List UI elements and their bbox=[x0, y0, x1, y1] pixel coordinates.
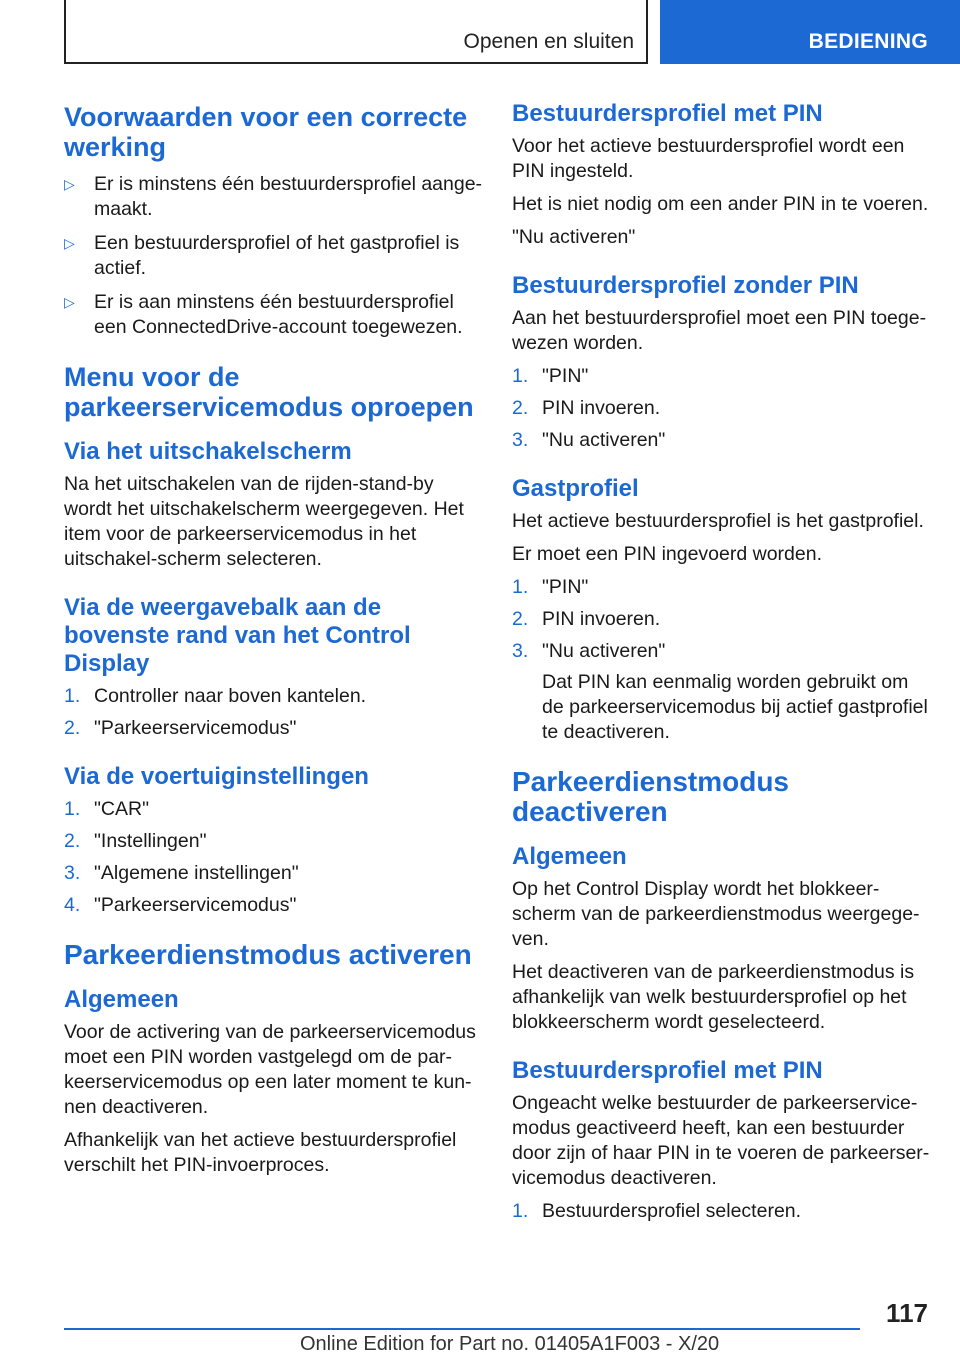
list-item: 2. PIN invoeren. bbox=[512, 397, 661, 419]
chapter-title: Openen en sluiten bbox=[463, 30, 634, 53]
list-item: ▷ Er is aan minstens één bestuurdersprofiel een ConnectedDrive-account toegewezen. bbox=[64, 291, 463, 338]
steps-deactivate-with-pin bbox=[512, 1199, 932, 1224]
step-note: Dat PIN kan eenmalig worden gebruikt om de parkeerservicemodus bij actief gastprofiel te deactiveren. bbox=[542, 671, 928, 743]
list-item: 3. "Nu activeren" bbox=[512, 429, 666, 451]
paragraph: Op het Control Display wordt het blokkeer‐scherm van de parkeerdienstmodus weergege‐ven. bbox=[512, 878, 920, 950]
list-item: 3. "Algemene instellingen" bbox=[64, 862, 299, 884]
paragraph: Het deactiveren van de parkeerdienstmodus is afhankelijk van welk bestuurdersprofiel op het blokkeerscherm wordt geselecteerd. bbox=[512, 961, 915, 1033]
heading-profile-with-pin: Bestuurdersprofiel met PIN bbox=[512, 100, 823, 127]
heading-general: Algemeen bbox=[64, 986, 179, 1013]
list-item: 1. "PIN" bbox=[512, 365, 589, 387]
heading-guest-profile: Gastprofiel bbox=[512, 475, 639, 502]
footer-divider bbox=[64, 1328, 860, 1330]
paragraph: Aan het bestuurdersprofiel moet een PIN toege‐wezen worden. bbox=[512, 307, 927, 354]
section-label: BEDIENING bbox=[808, 30, 928, 53]
list-item: 1. "PIN" bbox=[512, 576, 589, 598]
page-number: 117 bbox=[886, 1298, 928, 1328]
list-item: 3. "Nu activeren" Dat PIN kan eenmalig worden gebruikt om de parkeerservicemodus bij actief gastprofiel te deactiveren. bbox=[512, 639, 932, 745]
heading-profile-without-pin: Bestuurdersprofiel zonder PIN bbox=[512, 272, 859, 299]
paragraph: Na het uitschakelen van de rijden-stand-by wordt het uitschakelscherm weergegeven. Het item voor de parkeerservicemodus in het uitschakel‐scherm selecteren. bbox=[64, 473, 464, 570]
steps-display-bar bbox=[64, 684, 484, 741]
heading-activate: Parkeerdienstmodus activeren bbox=[64, 939, 472, 970]
heading-open-menu: Menu voor de parkeerservicemodus oproepen bbox=[64, 362, 474, 422]
paragraph: Voor het actieve bestuurdersprofiel wordt een PIN ingesteld. bbox=[512, 135, 905, 182]
section-header bbox=[660, 0, 960, 64]
list-item: 1. "CAR" bbox=[64, 798, 150, 820]
paragraph: Het is niet nodig om een ander PIN in te voeren. bbox=[512, 193, 929, 215]
heading-via-vehicle-settings: Via de voertuiginstellingen bbox=[64, 763, 369, 790]
list-item: 2. "Parkeerservicemodus" bbox=[64, 717, 297, 739]
heading-prerequisites: Voorwaarden voor een correcte werking bbox=[64, 102, 468, 162]
chapter-header bbox=[64, 0, 648, 64]
triangle-bullet-icon: ▷ bbox=[64, 176, 75, 192]
right-column bbox=[512, 100, 932, 1231]
steps-guest-profile bbox=[512, 575, 932, 745]
prerequisites-list bbox=[64, 172, 484, 340]
steps-vehicle-settings bbox=[64, 797, 484, 918]
triangle-bullet-icon: ▷ bbox=[64, 294, 75, 310]
list-item: 2. PIN invoeren. bbox=[512, 608, 661, 630]
heading-via-shutdown-screen: Via het uitschakelscherm bbox=[64, 438, 352, 465]
steps-without-pin bbox=[512, 364, 932, 453]
list-item: 1. Controller naar boven kantelen. bbox=[64, 685, 367, 707]
list-item: 4. "Parkeerservicemodus" bbox=[64, 894, 297, 916]
heading-profile-with-pin-deactivate: Bestuurdersprofiel met PIN bbox=[512, 1057, 823, 1084]
left-column bbox=[64, 100, 484, 1178]
paragraph: Het actieve bestuurdersprofiel is het gastprofiel. bbox=[512, 510, 924, 532]
paragraph: Er moet een PIN ingevoerd worden. bbox=[512, 543, 823, 565]
paragraph: Ongeacht welke bestuurder de parkeerservice‐modus geactiveerd heeft, kan een bestuurder door zijn of haar PIN in te voeren de parkeerser‐vicemodus deactiveren. bbox=[512, 1092, 930, 1189]
list-item: 1. Bestuurdersprofiel selecteren. bbox=[512, 1200, 802, 1222]
heading-via-display-bar: Via de weergavebalk aan de bovenste rand van het Control Display bbox=[64, 594, 411, 677]
list-item: 2. "Instellingen" bbox=[64, 830, 207, 852]
list-item: ▷ Een bestuurdersprofiel of het gastprofiel is actief. bbox=[64, 232, 460, 279]
footer-edition: Online Edition for Part no. 01405A1F003 - X/20 bbox=[300, 1333, 720, 1355]
list-item: ▷ Er is minstens één bestuurdersprofiel aange‐maakt. bbox=[64, 173, 483, 220]
triangle-bullet-icon: ▷ bbox=[64, 235, 75, 251]
paragraph: Voor de activering van de parkeerservicemodus moet een PIN worden vastgelegd om de par‐keerservicemodus op een later moment te kun‐nen deactiveren. bbox=[64, 1021, 476, 1118]
paragraph: Afhankelijk van het actieve bestuurdersprofiel verschilt het PIN-invoerproces. bbox=[64, 1129, 457, 1176]
heading-deactivate: Parkeerdienstmodus deactiveren bbox=[512, 766, 789, 827]
paragraph: "Nu activeren" bbox=[512, 226, 636, 248]
heading-general-deactivate: Algemeen bbox=[512, 843, 627, 870]
